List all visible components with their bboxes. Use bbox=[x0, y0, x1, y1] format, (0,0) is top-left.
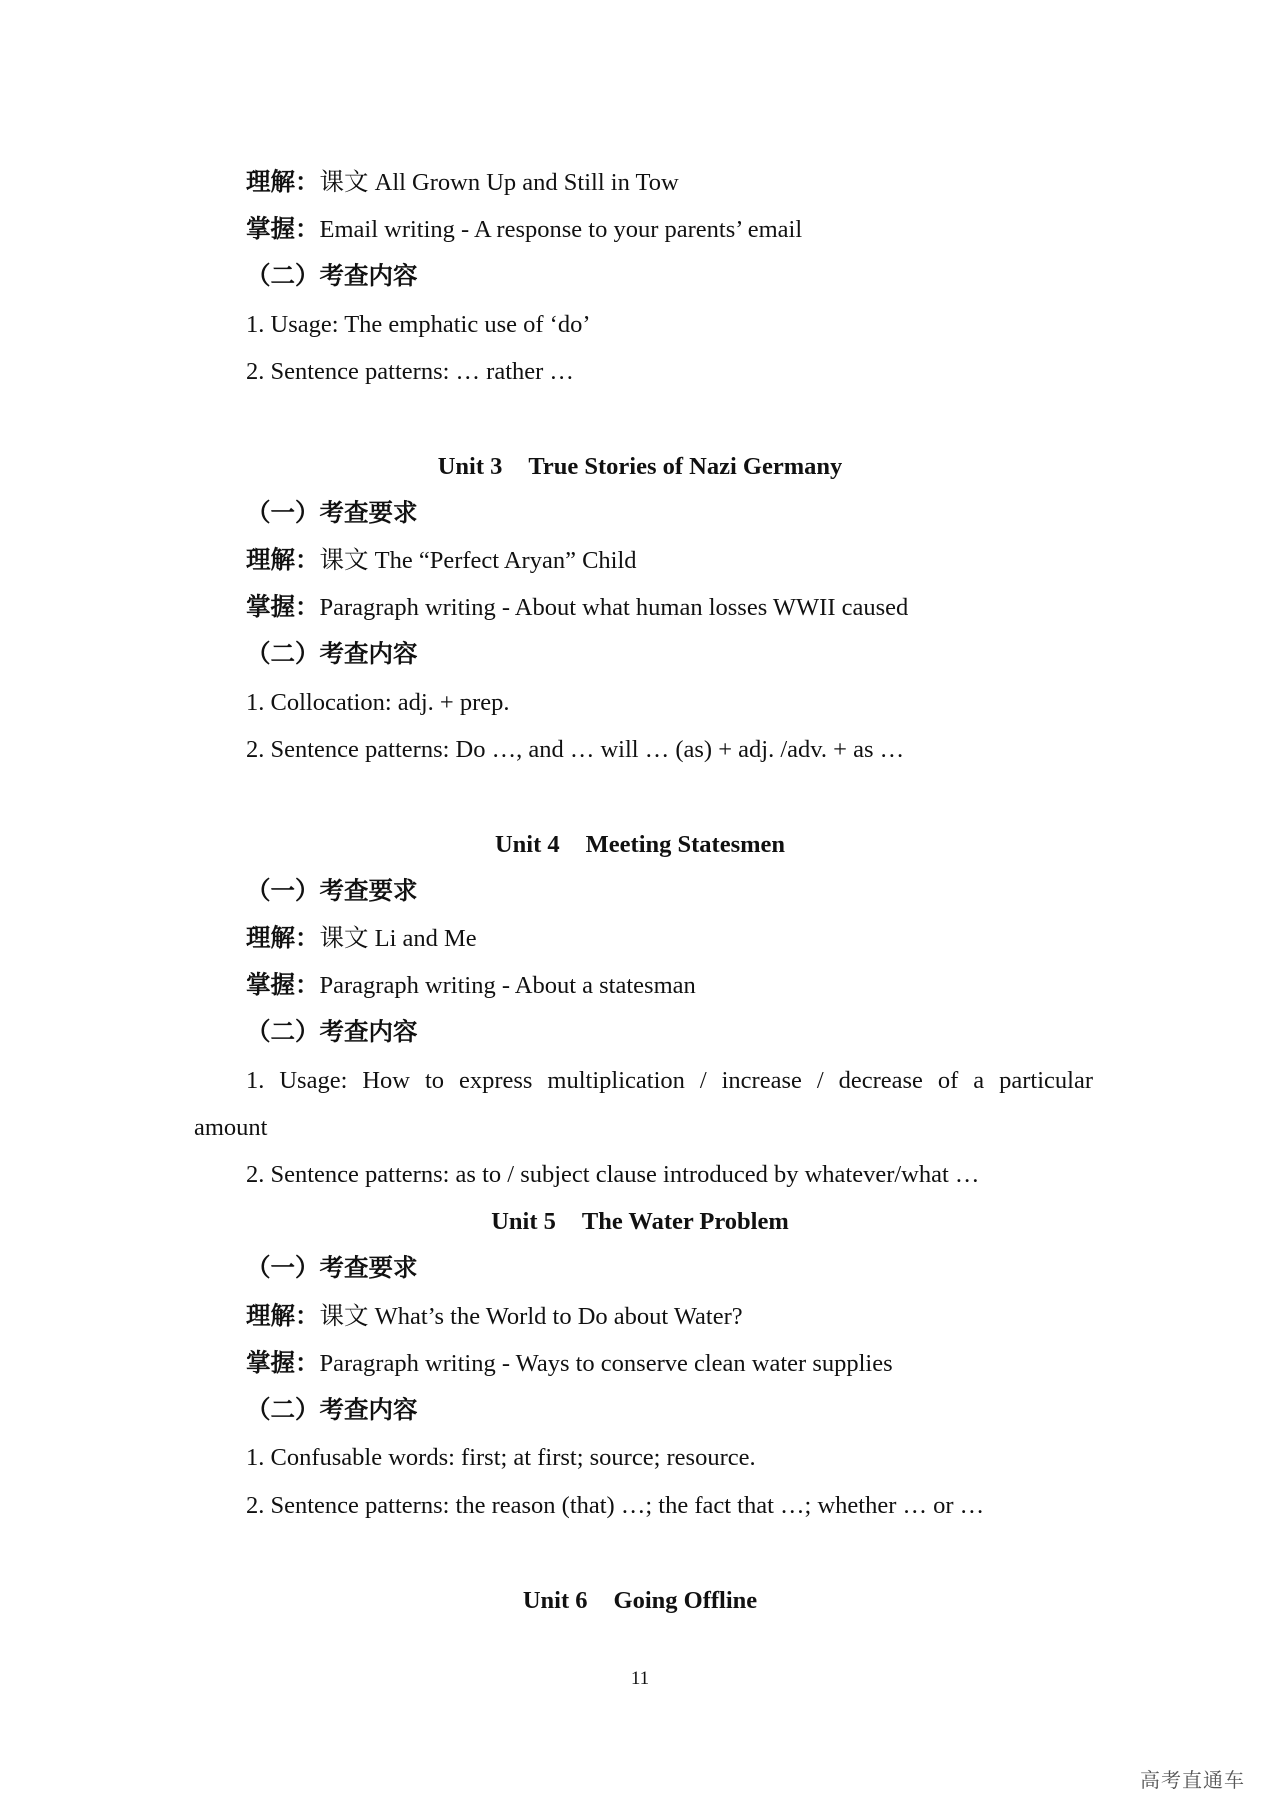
master-text: Paragraph writing - About a statesman bbox=[319, 972, 696, 999]
understand-line bbox=[246, 546, 637, 576]
understand-label: 理解： bbox=[246, 925, 320, 952]
list-item: 2. Sentence patterns: as to / subject clause introduced by whatever/what … bbox=[246, 1161, 980, 1188]
understand-line bbox=[246, 924, 477, 954]
master-label: 掌握： bbox=[246, 972, 320, 999]
unit-number: Unit 3 bbox=[437, 453, 503, 480]
understand-label: 理解： bbox=[246, 1303, 320, 1330]
unit-number: Unit 5 bbox=[491, 1208, 556, 1235]
master-text: Email writing - A response to your parents’ email bbox=[319, 216, 803, 243]
master-line bbox=[246, 971, 696, 1001]
understand-label: 理解： bbox=[246, 169, 320, 196]
section-heading: （一）考查要求 bbox=[246, 500, 418, 527]
unit-heading bbox=[0, 452, 1280, 482]
list-item: 2. Sentence patterns: the reason (that) …; the fact that …; whether … or … bbox=[246, 1492, 985, 1519]
list-item-justified: 1. Usage: How to express multiplication / increase / decrease of a particular bbox=[246, 1067, 1093, 1094]
watermark-text: 高考直通车 bbox=[1140, 1768, 1245, 1792]
unit-title: Going Offline bbox=[613, 1587, 758, 1614]
master-label: 掌握： bbox=[246, 216, 320, 243]
section-heading: （一）考查要求 bbox=[246, 1255, 418, 1282]
section-heading: （二）考查内容 bbox=[246, 1019, 418, 1046]
unit-heading bbox=[0, 1586, 1280, 1616]
master-text: Paragraph writing - Ways to conserve clean water supplies bbox=[319, 1350, 893, 1377]
unit-number: Unit 6 bbox=[522, 1587, 588, 1614]
understand-text: 课文 Li and Me bbox=[319, 925, 477, 952]
understand-label: 理解： bbox=[246, 547, 320, 574]
unit-heading bbox=[0, 830, 1280, 860]
unit-title: Meeting Statesmen bbox=[585, 831, 786, 858]
list-item: 2. Sentence patterns: … rather … bbox=[246, 358, 574, 385]
section-heading: （二）考查内容 bbox=[246, 263, 418, 290]
section-heading: （二）考查内容 bbox=[246, 1397, 418, 1424]
master-text: Paragraph writing - About what human losses WWII caused bbox=[319, 594, 909, 621]
unit-title: The Water Problem bbox=[581, 1208, 789, 1235]
list-item-continuation: amount bbox=[194, 1114, 268, 1141]
master-label: 掌握： bbox=[246, 1350, 320, 1377]
page-number: 11 bbox=[630, 1668, 650, 1689]
understand-text: 课文 All Grown Up and Still in Tow bbox=[319, 169, 679, 196]
understand-line bbox=[246, 1302, 743, 1332]
master-label: 掌握： bbox=[246, 594, 320, 621]
understand-line bbox=[246, 168, 679, 198]
unit-number: Unit 4 bbox=[494, 831, 560, 858]
list-item: 1. Usage: The emphatic use of ‘do’ bbox=[246, 311, 591, 338]
unit-title: True Stories of Nazi Germany bbox=[528, 453, 843, 480]
master-line bbox=[246, 1349, 893, 1379]
master-line bbox=[246, 593, 908, 623]
section-heading: （二）考查内容 bbox=[246, 641, 418, 668]
understand-text: 课文 The “Perfect Aryan” Child bbox=[319, 547, 637, 574]
list-item: 1. Collocation: adj. + prep. bbox=[246, 689, 510, 716]
list-item: 1. Confusable words: first; at first; source; resource. bbox=[246, 1444, 756, 1471]
unit-heading bbox=[0, 1207, 1280, 1237]
section-heading: （一）考查要求 bbox=[246, 878, 418, 905]
master-line bbox=[246, 215, 802, 245]
list-item: 2. Sentence patterns: Do …, and … will … (as) + adj. /adv. + as … bbox=[246, 736, 905, 763]
understand-text: 课文 What’s the World to Do about Water? bbox=[319, 1303, 743, 1330]
